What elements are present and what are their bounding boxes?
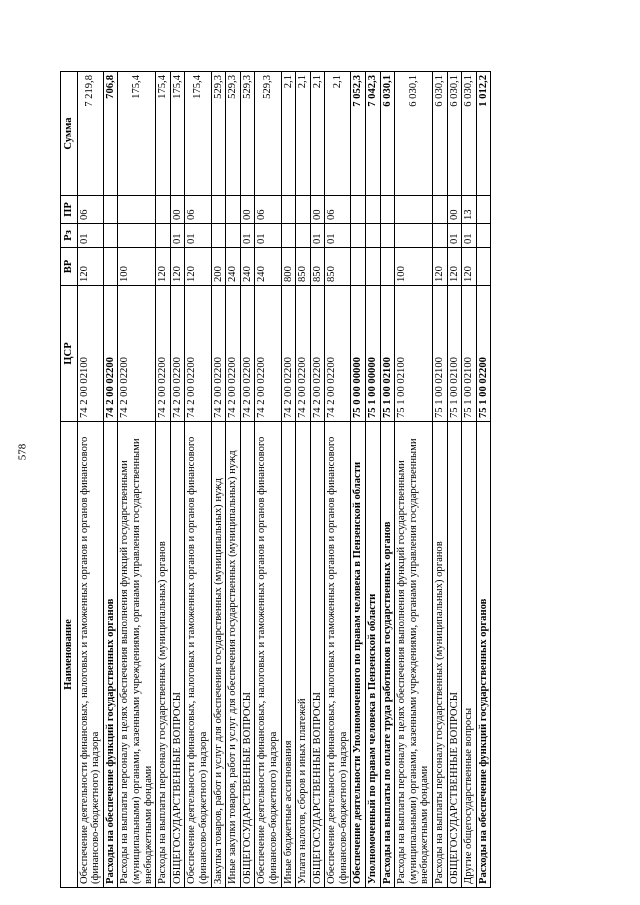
row-vr: 120 <box>447 248 462 286</box>
row-name: Другие общегосударственные вопросы <box>462 422 477 888</box>
row-name: ОБЩЕГОСУДАРСТВЕННЫЕ ВОПРОСЫ <box>310 422 325 888</box>
table-row <box>325 72 351 888</box>
row-pr: 00 <box>240 196 255 224</box>
row-csr: 75 0 00 00000 <box>351 286 366 422</box>
row-rz <box>211 224 226 248</box>
row-vr: 850 <box>296 248 311 286</box>
row-pr <box>366 196 381 224</box>
row-vr: 850 <box>310 248 325 286</box>
table-header-row <box>61 72 78 888</box>
table-row <box>447 72 462 888</box>
row-sum: 2,1 <box>281 72 296 196</box>
row-csr: 74 2 00 02100 <box>77 286 103 422</box>
row-rz: 01 <box>185 224 211 248</box>
row-sum: 6 030,1 <box>447 72 462 196</box>
table-row <box>380 72 395 888</box>
row-pr: 06 <box>185 196 211 224</box>
row-sum: 7 042,3 <box>366 72 381 196</box>
row-pr <box>156 196 171 224</box>
row-name: Расходы на выплаты персоналу в целях обеспечения выполнения функций государственными (муниципальными) органами, казенными учреждениями, органами управления государственными внебюджетными фондами <box>395 422 433 888</box>
row-sum: 175,4 <box>185 72 211 196</box>
row-csr: 75 1 00 02100 <box>395 286 433 422</box>
row-vr: 100 <box>118 248 156 286</box>
row-sum: 529,3 <box>211 72 226 196</box>
row-vr: 240 <box>226 248 241 286</box>
header-rz: Рз <box>61 224 78 248</box>
row-pr <box>118 196 156 224</box>
table-row <box>476 72 491 888</box>
row-rz: 01 <box>447 224 462 248</box>
table-row <box>351 72 366 888</box>
row-csr: 74 2 00 02200 <box>296 286 311 422</box>
row-sum: 6 030,1 <box>395 72 433 196</box>
row-rz: 01 <box>310 224 325 248</box>
row-csr: 74 2 00 02200 <box>226 286 241 422</box>
row-pr <box>395 196 433 224</box>
table-row <box>281 72 296 888</box>
row-name: Иные закупки товаров, работ и услуг для обеспечения государственных (муниципальных) нужд <box>226 422 241 888</box>
row-rz <box>118 224 156 248</box>
row-sum: 6 030,1 <box>380 72 395 196</box>
row-name: Уплата налогов, сборов и иных платежей <box>296 422 311 888</box>
row-rz <box>296 224 311 248</box>
header-sum: Сумма <box>61 72 78 196</box>
row-rz <box>226 224 241 248</box>
row-csr: 75 1 00 02100 <box>380 286 395 422</box>
row-vr: 800 <box>281 248 296 286</box>
table-row <box>433 72 448 888</box>
row-sum: 1 012,2 <box>476 72 491 196</box>
row-pr <box>281 196 296 224</box>
header-vr: ВР <box>61 248 78 286</box>
row-name: Обеспечение деятельности Уполномоченного по правам человека в Пензенской области <box>351 422 366 888</box>
table-row <box>118 72 156 888</box>
row-vr: 120 <box>462 248 477 286</box>
row-pr: 06 <box>77 196 103 224</box>
row-name: Закупка товаров, работ и услуг для обеспечения государственных (муниципальных) нужд <box>211 422 226 888</box>
table-body <box>77 72 491 888</box>
row-pr: 13 <box>462 196 477 224</box>
row-vr: 850 <box>325 248 351 286</box>
row-sum: 6 030,1 <box>433 72 448 196</box>
row-name: Расходы на выплаты персоналу в целях обеспечения выполнения функций государственными (муниципальными) органами, казенными учреждениями, органами управления государственными внебюджетными фондами <box>118 422 156 888</box>
row-csr: 74 2 00 02200 <box>185 286 211 422</box>
table-row <box>366 72 381 888</box>
row-csr: 75 1 00 02100 <box>462 286 477 422</box>
row-rz: 01 <box>77 224 103 248</box>
row-vr: 120 <box>156 248 171 286</box>
row-pr <box>476 196 491 224</box>
page-number: 578 <box>16 443 29 461</box>
row-sum: 529,3 <box>255 72 281 196</box>
row-vr <box>380 248 395 286</box>
row-sum: 175,4 <box>156 72 171 196</box>
row-rz <box>103 224 118 248</box>
row-vr <box>351 248 366 286</box>
row-csr: 74 2 00 02200 <box>211 286 226 422</box>
row-vr: 240 <box>240 248 255 286</box>
table-row <box>255 72 281 888</box>
table-row <box>185 72 211 888</box>
row-sum: 175,4 <box>170 72 185 196</box>
row-sum: 7 219,8 <box>77 72 103 196</box>
row-rz: 01 <box>462 224 477 248</box>
row-csr: 74 2 00 02200 <box>255 286 281 422</box>
row-rz <box>351 224 366 248</box>
table-row <box>156 72 171 888</box>
row-name: ОБЩЕГОСУДАРСТВЕННЫЕ ВОПРОСЫ <box>240 422 255 888</box>
row-rz <box>395 224 433 248</box>
table-row <box>310 72 325 888</box>
row-rz <box>433 224 448 248</box>
row-csr: 74 2 00 02200 <box>156 286 171 422</box>
row-rz <box>281 224 296 248</box>
row-pr: 00 <box>447 196 462 224</box>
row-csr: 74 2 00 02200 <box>325 286 351 422</box>
budget-table <box>60 71 491 888</box>
row-sum: 175,4 <box>118 72 156 196</box>
row-pr <box>433 196 448 224</box>
row-name: Уполномоченный по правам человека в Пензенской области <box>366 422 381 888</box>
row-rz <box>156 224 171 248</box>
row-csr: 74 2 00 02200 <box>240 286 255 422</box>
row-sum: 529,3 <box>226 72 241 196</box>
table-row <box>395 72 433 888</box>
table-row <box>462 72 477 888</box>
rotated-page-content <box>60 72 577 888</box>
row-vr <box>476 248 491 286</box>
row-vr <box>103 248 118 286</box>
header-name: Наименование <box>61 422 78 888</box>
row-rz: 01 <box>255 224 281 248</box>
row-pr <box>103 196 118 224</box>
table-row <box>103 72 118 888</box>
table-row <box>170 72 185 888</box>
row-name: ОБЩЕГОСУДАРСТВЕННЫЕ ВОПРОСЫ <box>170 422 185 888</box>
row-vr: 240 <box>255 248 281 286</box>
row-rz <box>366 224 381 248</box>
row-pr <box>351 196 366 224</box>
row-csr: 74 2 00 02200 <box>170 286 185 422</box>
row-pr <box>211 196 226 224</box>
row-vr: 120 <box>77 248 103 286</box>
row-csr: 74 2 00 02200 <box>310 286 325 422</box>
row-name: Обеспечение деятельности финансовых, налоговых и таможенных органов и органов финансового (финансово-бюджетного) надзора <box>77 422 103 888</box>
row-rz: 01 <box>240 224 255 248</box>
row-name: Расходы на выплаты персоналу государственных (муниципальных) органов <box>433 422 448 888</box>
row-vr <box>366 248 381 286</box>
row-name: Иные бюджетные ассигнования <box>281 422 296 888</box>
row-pr: 00 <box>170 196 185 224</box>
row-rz <box>476 224 491 248</box>
row-sum: 2,1 <box>325 72 351 196</box>
table-row <box>296 72 311 888</box>
row-csr: 75 1 00 02100 <box>447 286 462 422</box>
row-sum: 2,1 <box>296 72 311 196</box>
table-row <box>77 72 103 888</box>
row-name: Обеспечение деятельности финансовых, налоговых и таможенных органов и органов финансового (финансово-бюджетного) надзора <box>255 422 281 888</box>
row-csr: 74 2 00 02200 <box>281 286 296 422</box>
header-pr: ПР <box>61 196 78 224</box>
row-csr: 74 2 00 02200 <box>103 286 118 422</box>
row-pr: 06 <box>255 196 281 224</box>
row-csr: 75 1 00 02200 <box>476 286 491 422</box>
row-vr: 120 <box>185 248 211 286</box>
row-vr: 100 <box>395 248 433 286</box>
row-vr: 120 <box>433 248 448 286</box>
header-csr: ЦСР <box>61 286 78 422</box>
row-pr: 06 <box>325 196 351 224</box>
row-csr: 75 1 00 02100 <box>433 286 448 422</box>
row-vr: 120 <box>170 248 185 286</box>
row-name: Расходы на обеспечение функций государственных органов <box>103 422 118 888</box>
row-name: Расходы на выплаты по оплате труда работников государственных органов <box>380 422 395 888</box>
row-name: ОБЩЕГОСУДАРСТВЕННЫЕ ВОПРОСЫ <box>447 422 462 888</box>
row-csr: 74 2 00 02200 <box>118 286 156 422</box>
row-name: Обеспечение деятельности финансовых, налоговых и таможенных органов и органов финансового (финансово-бюджетного) надзора <box>325 422 351 888</box>
row-name: Расходы на обеспечение функций государственных органов <box>476 422 491 888</box>
row-csr: 75 1 00 00000 <box>366 286 381 422</box>
row-name: Обеспечение деятельности финансовых, налоговых и таможенных органов и органов финансового (финансово-бюджетного) надзора <box>185 422 211 888</box>
table-row <box>226 72 241 888</box>
row-sum: 706,8 <box>103 72 118 196</box>
row-sum: 529,3 <box>240 72 255 196</box>
row-rz: 01 <box>325 224 351 248</box>
row-pr <box>296 196 311 224</box>
row-rz: 01 <box>170 224 185 248</box>
row-name: Расходы на выплаты персоналу государственных (муниципальных) органов <box>156 422 171 888</box>
row-pr <box>226 196 241 224</box>
row-rz <box>380 224 395 248</box>
row-sum: 6 030,1 <box>462 72 477 196</box>
row-pr: 00 <box>310 196 325 224</box>
row-vr: 200 <box>211 248 226 286</box>
row-pr <box>380 196 395 224</box>
row-sum: 7 052,3 <box>351 72 366 196</box>
row-sum: 2,1 <box>310 72 325 196</box>
table-row <box>211 72 226 888</box>
table-row <box>240 72 255 888</box>
